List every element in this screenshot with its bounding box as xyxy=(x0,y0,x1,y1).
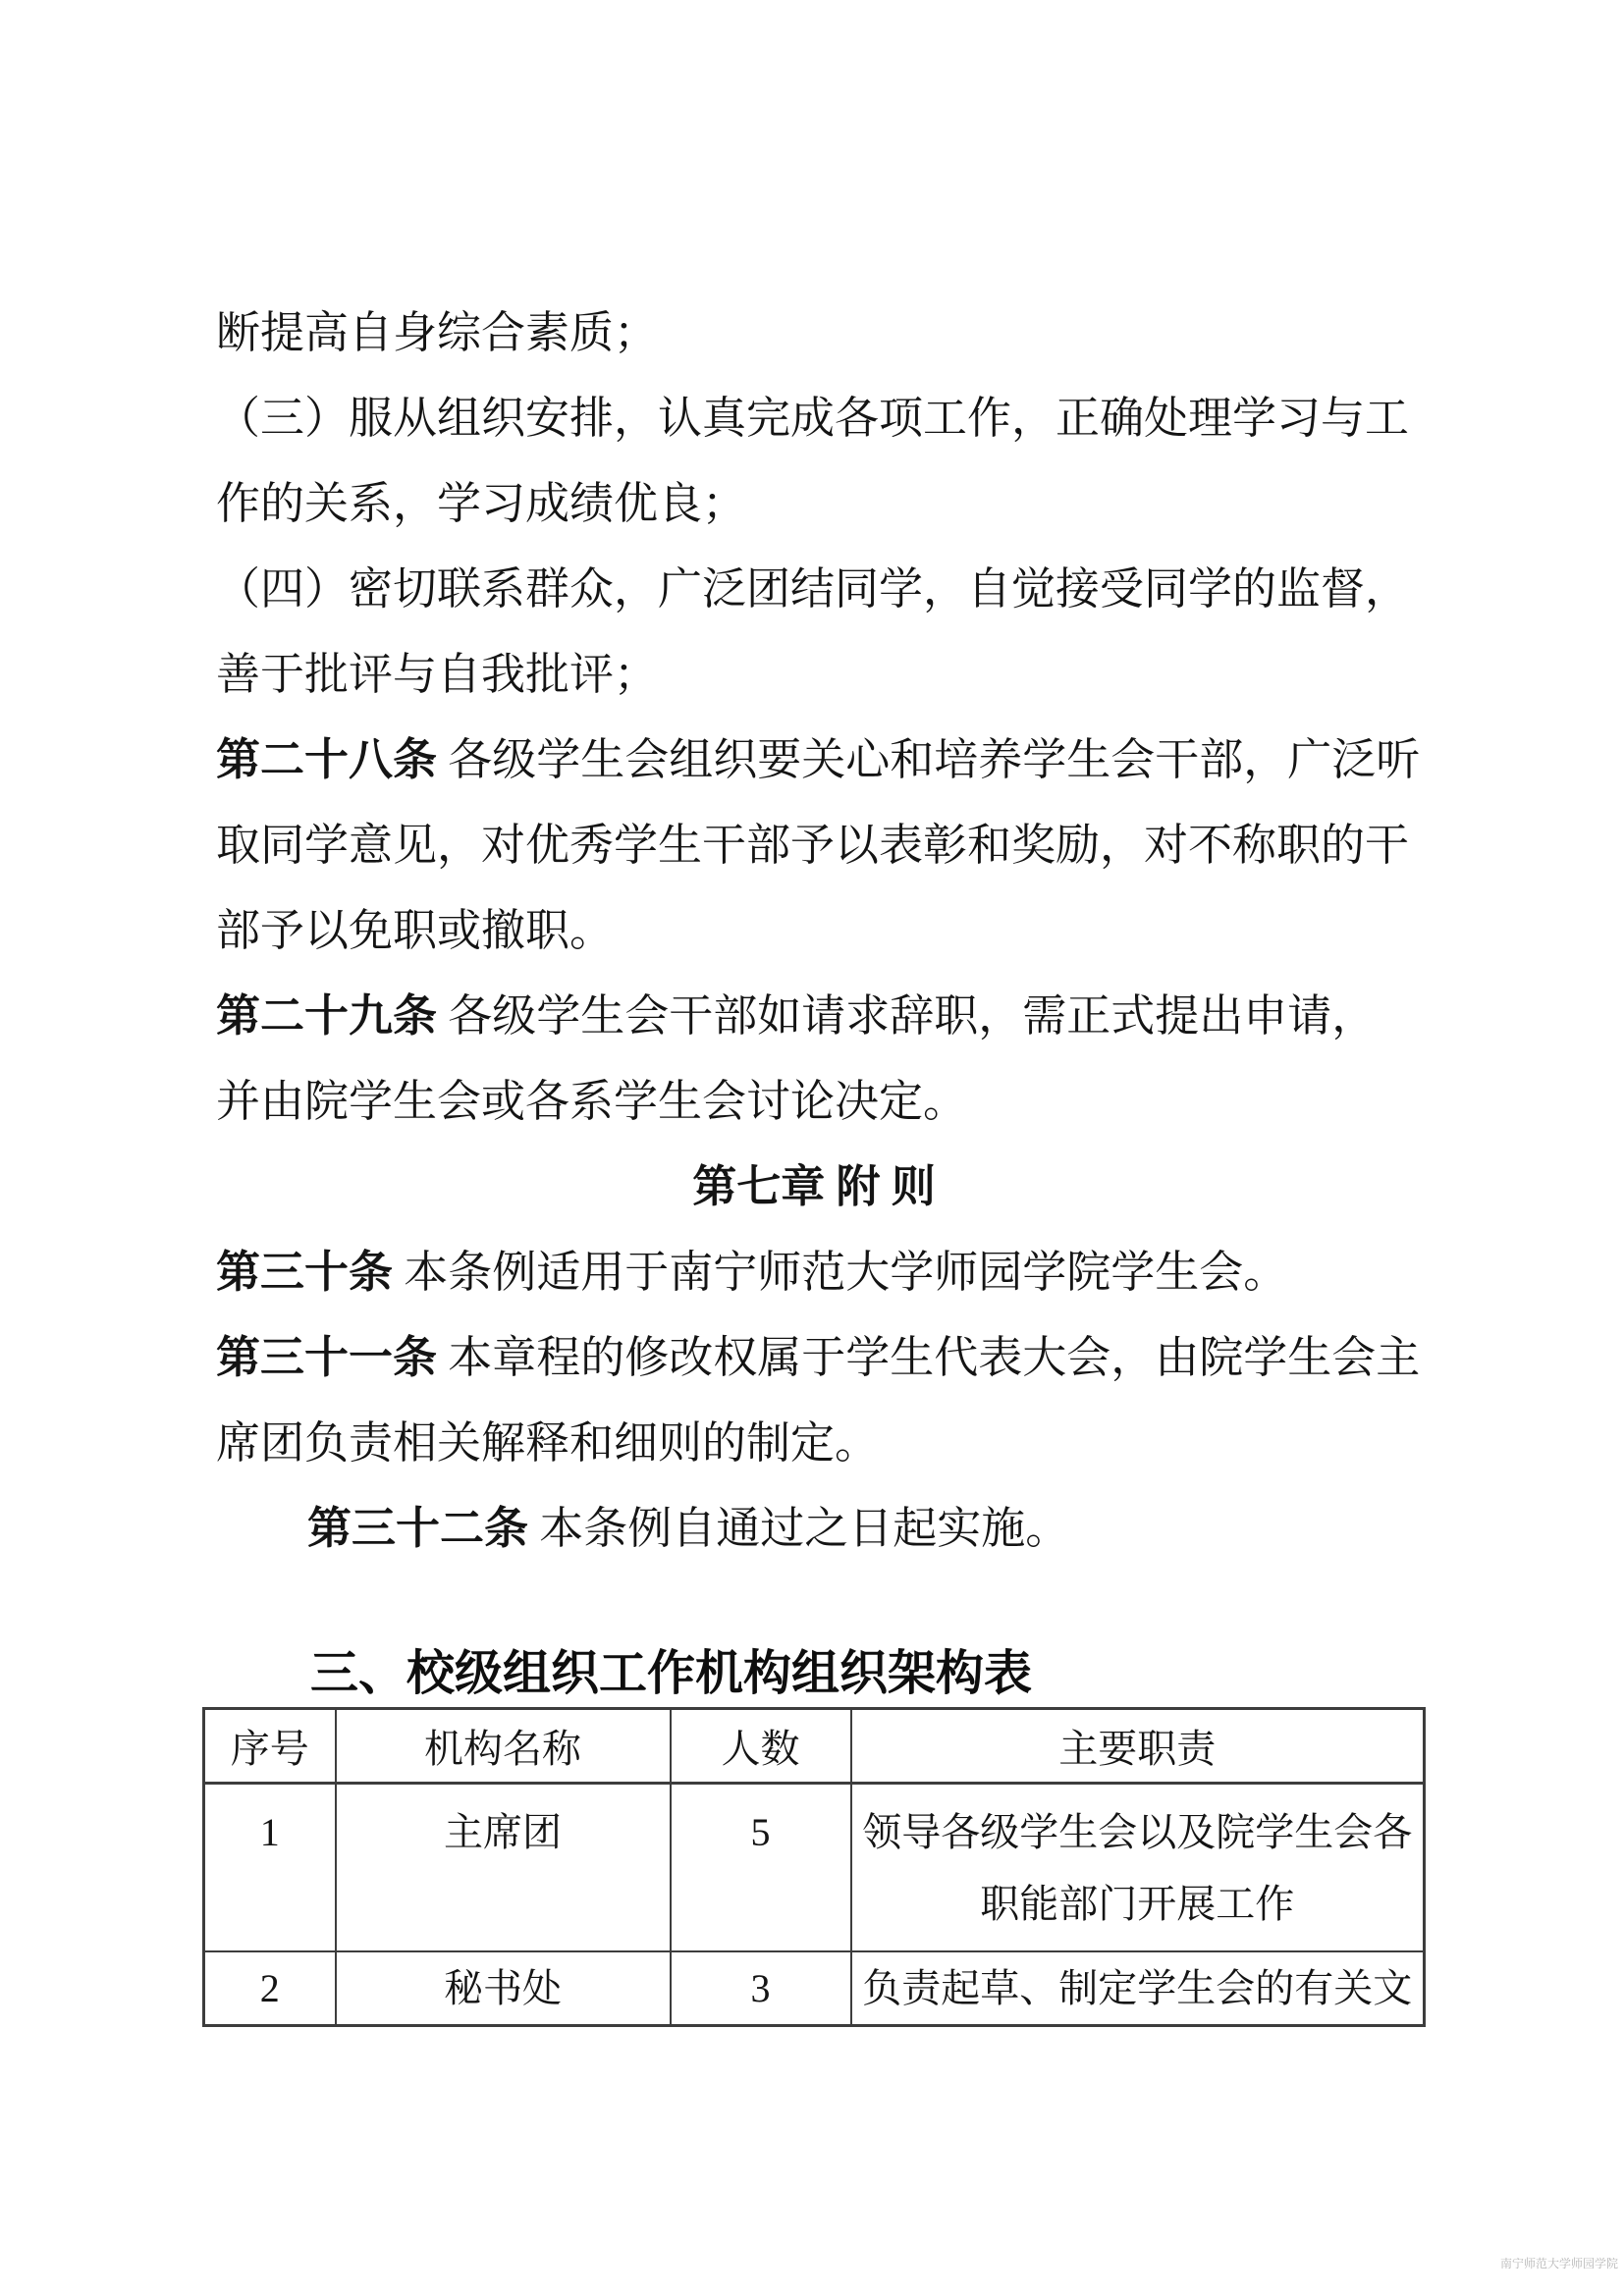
line-text: 并由院学生会或各系学生会讨论决定。 xyxy=(216,1077,968,1126)
article-number: 第三十条 xyxy=(216,1248,394,1297)
duty-cell xyxy=(851,1784,1425,1952)
document-line xyxy=(216,1315,1421,1401)
line-text: （四）密切联系群众，广泛团结同学，自觉接受同学的监督， xyxy=(216,564,1410,614)
document-line xyxy=(216,1230,1412,1315)
org-name-cell: 主席团 xyxy=(336,1784,671,1952)
document-line xyxy=(216,547,1412,632)
article-number: 第三十二条 xyxy=(307,1504,529,1553)
table-header-cell: 序号 xyxy=(204,1709,336,1784)
article-number: 第七章 附 则 xyxy=(692,1162,936,1211)
duty-cell xyxy=(851,1951,1425,2026)
row-number-cell: 2 xyxy=(204,1951,336,2026)
line-text: （三）服从组织安排，认真完成各项工作，正确处理学习与工 xyxy=(216,394,1410,443)
article-number: 第三十一条 xyxy=(216,1333,438,1382)
document-line xyxy=(216,888,1412,974)
line-text: 本条例适用于南宁师范大学师园学院学生会。 xyxy=(393,1248,1288,1297)
document-body-text xyxy=(216,291,1421,1572)
table-row xyxy=(204,1784,1425,1952)
line-text: 本章程的修改权属于学生代表大会，由院学生会主 xyxy=(437,1333,1421,1382)
article-number: 第二十九条 xyxy=(216,991,438,1041)
headcount-cell: 3 xyxy=(671,1951,851,2026)
row-number-cell: 1 xyxy=(204,1784,336,1952)
document-line xyxy=(216,974,1412,1059)
line-text: 部予以免职或撤职。 xyxy=(216,906,615,955)
article-number: 第二十八条 xyxy=(216,735,438,784)
table-header-cell: 主要职责 xyxy=(851,1709,1425,1784)
document-line xyxy=(216,1486,1412,1572)
watermark: 南宁师范大学师园学院 xyxy=(1499,2257,1618,2270)
duty-line: 负责起草、制定学生会的有关文 xyxy=(862,1965,1413,2010)
document-line xyxy=(216,291,1412,376)
line-text: 断提高自身综合素质； xyxy=(216,308,659,357)
table-header-cell: 机构名称 xyxy=(336,1709,671,1784)
duty-line: 职能部门开展工作 xyxy=(980,1882,1295,1926)
line-text: 席团负责相关解释和细则的制定。 xyxy=(216,1418,880,1468)
headcount-cell: 5 xyxy=(671,1784,851,1952)
section-heading: 三、校级组织工作机构组织架构表 xyxy=(310,1647,1033,1700)
table-row xyxy=(204,1951,1425,2026)
chapter-heading xyxy=(216,1145,1412,1230)
line-text: 作的关系，学习成绩优良； xyxy=(216,479,747,528)
document-line xyxy=(216,718,1421,803)
line-text: 善于批评与自我批评； xyxy=(216,650,659,699)
duty-line: 领导各级学生会以及院学生会各 xyxy=(862,1810,1413,1854)
document-line xyxy=(216,376,1412,461)
org-structure-table xyxy=(202,1707,1426,2027)
org-name-cell: 秘书处 xyxy=(336,1951,671,2026)
line-text: 本条例自通过之日起实施。 xyxy=(528,1504,1070,1553)
document-line xyxy=(216,632,1412,718)
line-text: 取同学意见，对优秀学生干部予以表彰和奖励，对不称职的干 xyxy=(216,821,1410,870)
document-line xyxy=(216,461,1412,547)
table-header-row xyxy=(204,1709,1425,1784)
line-text: 各级学生会干部如请求辞职，需正式提出申请， xyxy=(437,991,1377,1041)
document-line xyxy=(216,803,1412,888)
table-header-cell: 人数 xyxy=(671,1709,851,1784)
document-line xyxy=(216,1059,1412,1145)
document-line xyxy=(216,1401,1412,1486)
line-text: 各级学生会组织要关心和培养学生会干部，广泛听 xyxy=(437,735,1421,784)
